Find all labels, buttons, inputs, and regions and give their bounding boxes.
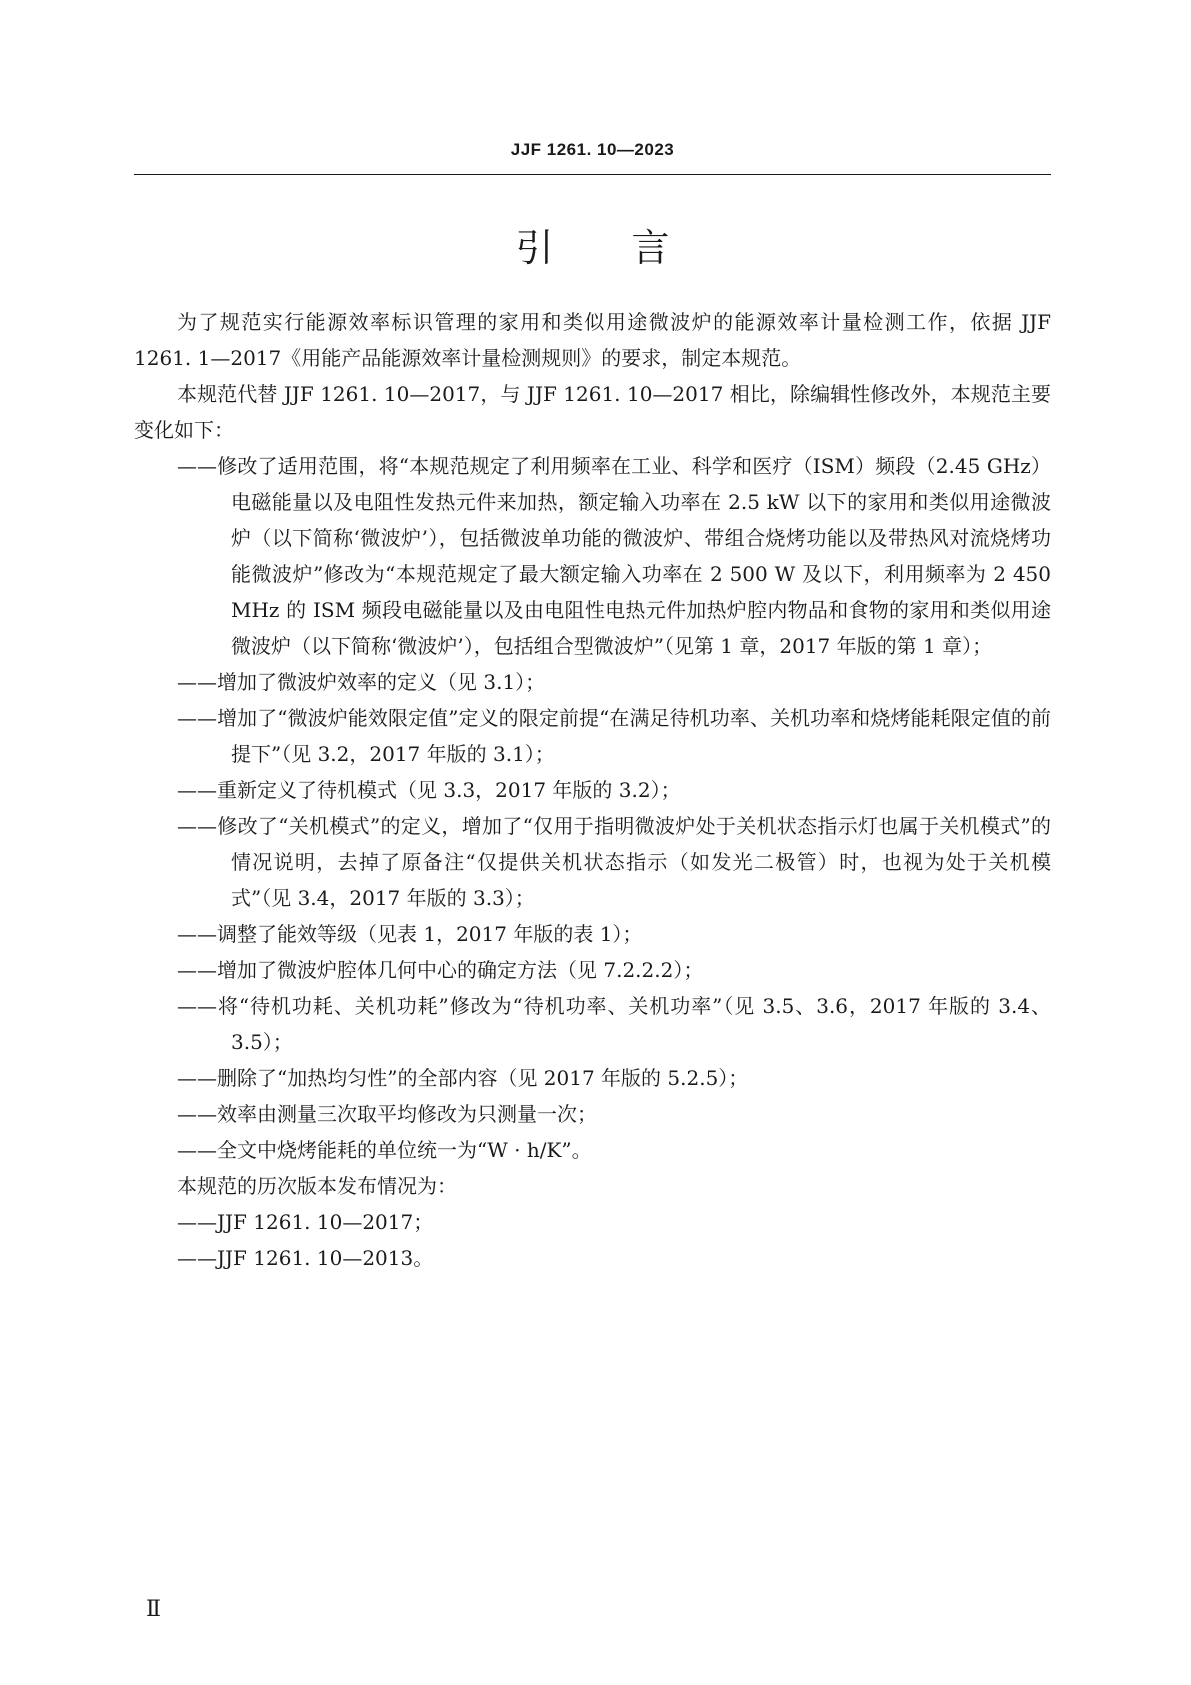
header-divider bbox=[134, 174, 1051, 175]
change-item: ——重新定义了待机模式（见 3.3，2017 年版的 3.2）； bbox=[177, 778, 681, 802]
change-item: ——增加了“微波炉能效限定值”定义的限定前提“在满足待机功率、关机功率和烧烤能耗限定值的前提下”（见 3.2，2017 年版的 3.1）； bbox=[177, 706, 1051, 766]
change-item: ——修改了适用范围，将“本规范规定了利用频率在工业、科学和医疗（ISM）频段（2.45 GHz）电磁能量以及电阻性发热元件来加热，额定输入功率在 2.5 kW 以下的家用和类似用途微波炉（以下简称‘微波炉’），包括微波单功能的微波炉、带组合烧烤功能以及带热风对流烧烤功能微波炉”修改为“本规范规定了最大额定输入功率在 2 500 W 及以下，利用频率为 2 450 MHz 的 ISM 频段电磁能量以及由电阻性电热元件加热炉腔内物品和食物的家用和类似用途微波炉（以下简称‘微波炉’），包括组合型微波炉”（见第 1 章，2017 年版的第 1 章）； bbox=[177, 454, 1051, 658]
history-item: ——JJF 1261. 10—2017； bbox=[177, 1210, 434, 1234]
document-header: JJF 1261. 10—2023 bbox=[510, 140, 675, 159]
intro-paragraph-1: 为了规范实行能源效率标识管理的家用和类似用途微波炉的能源效率计量检测工作，依据 JJF 1261. 1—2017《用能产品能源效率计量检测规则》的要求，制定本规范。 bbox=[134, 310, 1051, 370]
history-item: ——JJF 1261. 10—2013。 bbox=[177, 1246, 434, 1270]
page-number: Ⅱ bbox=[146, 1596, 161, 1621]
history-intro: 本规范的历次版本发布情况为： bbox=[177, 1174, 457, 1198]
intro-paragraph-2: 本规范代替 JJF 1261. 10—2017，与 JJF 1261. 10—2017 相比，除编辑性修改外，本规范主要变化如下： bbox=[134, 382, 1051, 442]
change-item: ——删除了“加热均匀性”的全部内容（见 2017 年版的 5.2.5）； bbox=[177, 1066, 749, 1090]
change-item: ——增加了微波炉腔体几何中心的确定方法（见 7.2.2.2）； bbox=[177, 958, 704, 982]
change-item: ——调整了能效等级（见表 1，2017 年版的表 1）； bbox=[177, 922, 643, 946]
change-item: ——效率由测量三次取平均修改为只测量一次； bbox=[177, 1102, 597, 1126]
change-item: ——全文中烧烤能耗的单位统一为“W · h/K”。 bbox=[177, 1138, 592, 1162]
page-title: 引言 bbox=[515, 226, 748, 270]
document-body bbox=[134, 304, 1051, 1276]
change-item: ——增加了微波炉效率的定义（见 3.1）； bbox=[177, 670, 546, 694]
change-item: ——将“待机功耗、关机功耗”修改为“待机功率、关机功率”（见 3.5、3.6，2017 年版的 3.4、3.5）； bbox=[177, 994, 1051, 1054]
change-item: ——修改了“关机模式”的定义，增加了“仅用于指明微波炉处于关机状态指示灯也属于关机模式”的情况说明，去掉了原备注“仅提供关机状态指示（如发光二极管）时，也视为处于关机模式”（见 3.4，2017 年版的 3.3）； bbox=[177, 814, 1051, 910]
